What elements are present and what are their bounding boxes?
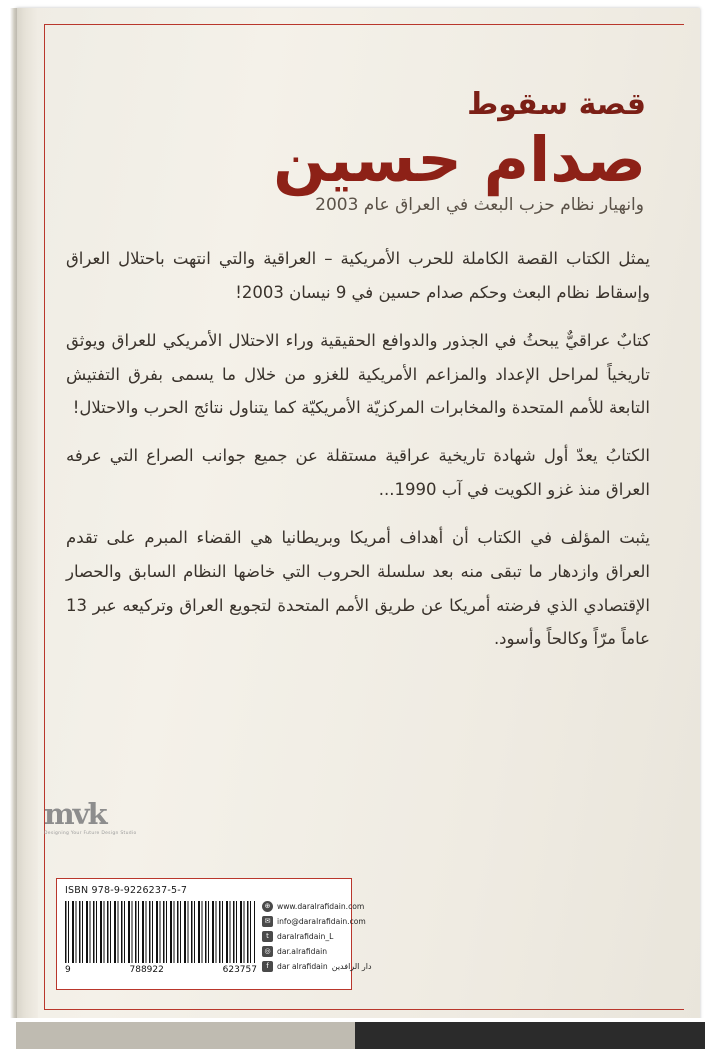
contact-website[interactable]: [262, 901, 365, 912]
book-page-edge: [10, 8, 17, 1038]
globe-icon: ⊕: [262, 901, 273, 912]
book-subtitle: وانهيار نظام حزب البعث في العراق عام 2003: [315, 195, 644, 216]
contact-list: [262, 901, 372, 976]
back-cover-blurb: [56, 242, 668, 656]
facebook-icon: f: [262, 961, 273, 972]
contact-email[interactable]: [262, 916, 366, 927]
contact-instagram-text: dar.alrafidain: [277, 947, 328, 956]
contact-twitter[interactable]: [262, 931, 352, 942]
publisher-name-arabic: دار الرافدين: [331, 962, 372, 971]
barcode-image: [65, 901, 255, 963]
isbn-label: ISBN 978-9-9226237-5-7: [65, 885, 188, 896]
bottom-edge-dark: [355, 1022, 705, 1049]
book-title: صدام حسين: [273, 123, 646, 196]
title-block: [56, 88, 668, 216]
barcode-digits: [65, 965, 257, 975]
contact-instagram[interactable]: [262, 946, 352, 957]
bottom-edge-grey: [16, 1022, 355, 1049]
contact-website-text: www.daralrafidain.com: [277, 902, 365, 911]
barcode-group-1: 788922: [129, 965, 164, 975]
blurb-paragraph: يمثل الكتاب القصة الكاملة للحرب الأمريكية – العراقية والتي انتهت باحتلال العراق وإسقاط نظام البعث وحكم صدام حسين في 9 نيسان 2003!: [66, 249, 650, 302]
isbn-barcode-panel: [56, 878, 372, 990]
cover-content: [56, 40, 668, 1000]
twitter-icon: t: [262, 931, 273, 942]
blurb-paragraph: يثبت المؤلف في الكتاب أن أهداف أمريكا وبريطانيا هي القضاء المبرم على تقدم العراق وازدهار ما تبقى منه بعد سلسلة الحروب التي خاضها النظام السابق والحصار الإقتصادي الذي فرضته أمريكا عن طريق الأمم المتحدة لتجويع العراق وتركيعه عبر 13 عاماً مرّاً وكالحاً وأسود.: [66, 527, 650, 649]
publisher-logo-tagline: Designing Your Future Design Studio: [44, 831, 137, 836]
barcode-left-digit: 9: [65, 965, 71, 975]
book-spine-shadow: [16, 8, 38, 1038]
instagram-icon: ◎: [262, 946, 273, 957]
title-kicker: قصة سقوط: [467, 87, 646, 122]
publisher-logo-mark: mvk: [44, 797, 106, 831]
blurb-paragraph: الكتابُ يعدّ أول شهادة تاريخية عراقية مستقلة عن جميع جوانب الصراع التي عرفه العراق منذ غزو الكويت في آب 1990...: [66, 446, 650, 500]
publisher-logo: [44, 797, 174, 836]
contact-facebook[interactable]: [262, 961, 372, 972]
mail-icon: ✉: [262, 916, 273, 927]
barcode-group-2: 623757: [222, 965, 257, 975]
contact-email-text: info@daralrafidain.com: [277, 917, 366, 926]
contact-twitter-text: daralrafidain_L: [277, 932, 334, 941]
blurb-paragraph: كتابٌ عراقيٌّ يبحثُ في الجذور والدوافع الحقيقية وراء الاحتلال الأمريكي للعراق ويوثق تاريخياً لمراحل الإعداد والمزاعم الأمريكية للغزو من خلال ما يسمى بفرق التفتيش التابعة للأمم المتحدة والمخابرات المركزيّة الأمريكيّة كما يتناول نتائج الحرب والاحتلال!: [66, 330, 650, 418]
contact-facebook-text: dar alrafidain: [277, 962, 328, 971]
